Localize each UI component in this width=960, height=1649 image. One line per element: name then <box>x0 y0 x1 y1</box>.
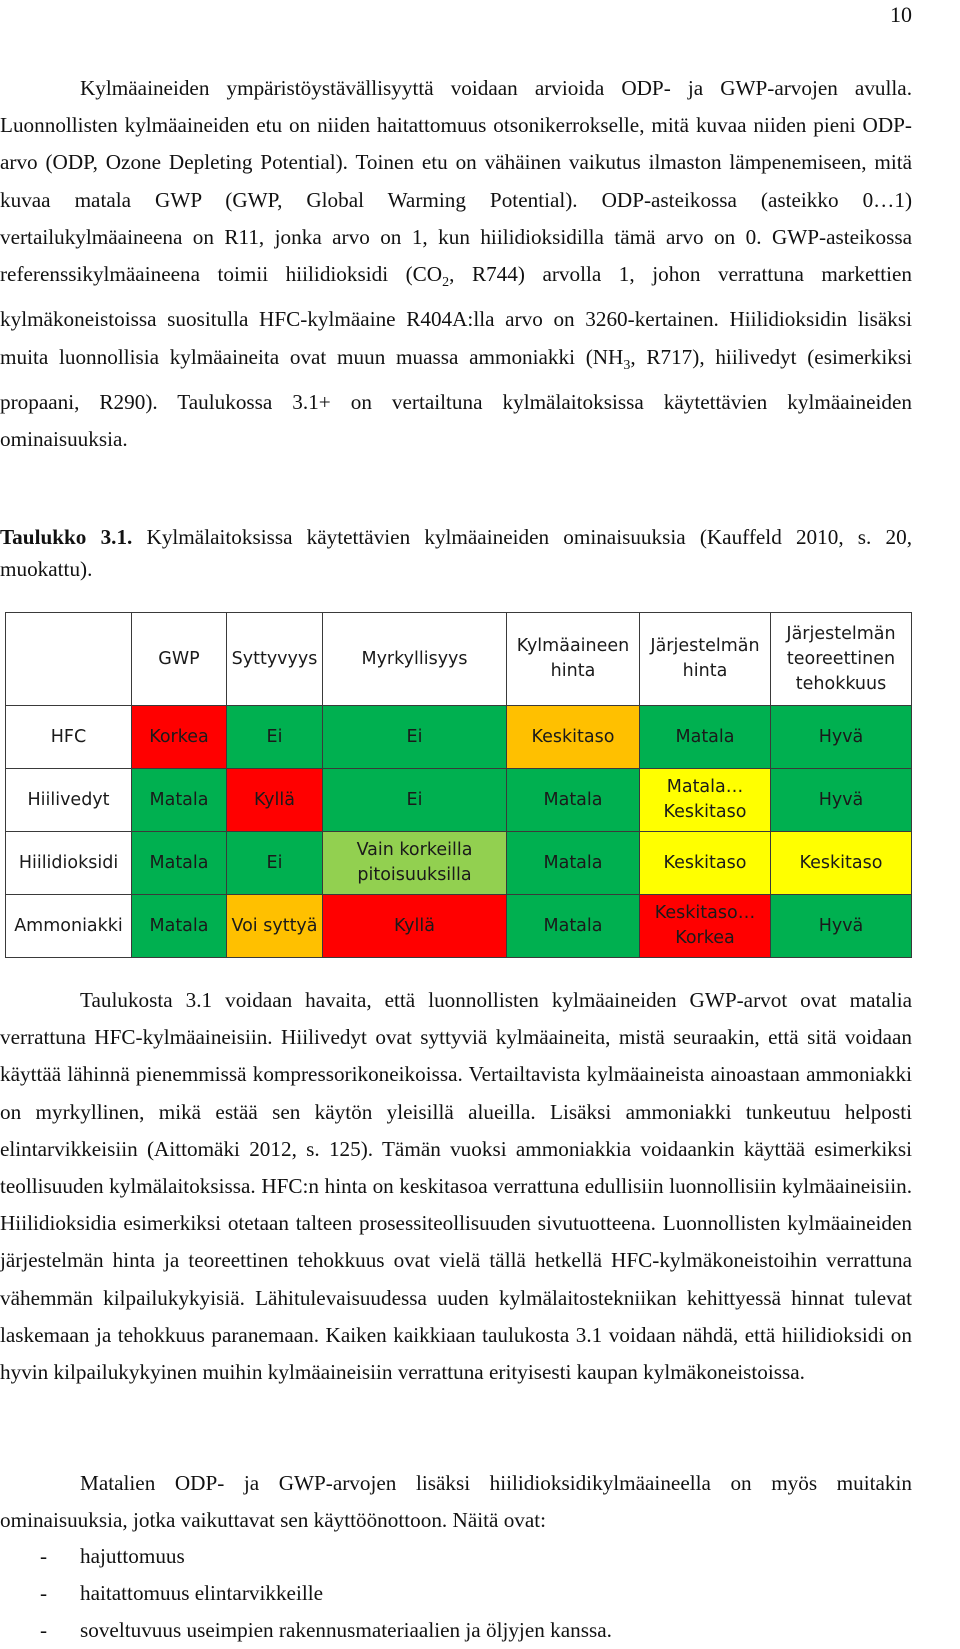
header-empty <box>6 613 132 706</box>
header-system-price: Järjestelmän hinta <box>640 613 771 706</box>
table-cell: Korkea <box>132 706 227 769</box>
list-dash: - <box>40 1581 48 1605</box>
table-caption <box>0 521 912 585</box>
header-refrigerant-price: Kylmäaineen hinta <box>507 613 640 706</box>
table-cell: Matala <box>640 706 771 769</box>
caption-text: Kylmälaitoksissa käytettävien kylmäaineiden ominaisuuksia (Kauffeld 2010, s. 20, muokattu). <box>0 525 912 581</box>
table-cell: Hyvä <box>771 895 912 958</box>
table-cell: Ei <box>323 706 507 769</box>
table-row <box>6 832 912 895</box>
table-cell: Kyllä <box>227 769 323 832</box>
table-cell: Keskitaso <box>507 706 640 769</box>
list-item: - soveltuvuus useimpien rakennusmateriaalien ja öljyjen kanssa. <box>0 1612 912 1649</box>
refrigerant-comparison-table <box>5 612 912 958</box>
list-dash: - <box>40 1544 48 1568</box>
table-cell: Matala <box>507 895 640 958</box>
row-label: Ammoniakki <box>6 895 132 958</box>
body-paragraph-2: Matalien ODP- ja GWP-arvojen lisäksi hiilidioksidikylmäaineella on myös muitakin ominaisuuksia, jotka vaikuttavat sen käyttöönottoon. Näitä ovat: <box>0 1471 912 1533</box>
table-cell: Matala <box>132 895 227 958</box>
page-number: 10 <box>890 2 912 27</box>
row-label: Hiilidioksidi <box>6 832 132 895</box>
row-label: HFC <box>6 706 132 769</box>
table-row <box>6 769 912 832</box>
table-cell: Matala <box>507 832 640 895</box>
row-label: Hiilivedyt <box>6 769 132 832</box>
co2-subscript: 2 <box>442 275 450 291</box>
header-gwp: GWP <box>132 613 227 706</box>
table-row <box>6 706 912 769</box>
header-system-efficiency: Järjestelmän teoreettinen tehokkuus <box>771 613 912 706</box>
table-cell: Keskitaso <box>640 832 771 895</box>
table-header-row <box>6 613 912 706</box>
intro-paragraph: Kylmäaineiden ympäristöystävällisyyttä voidaan arvioida ODP- ja GWP-arvojen avulla. Luonnollisten kylmäaineiden etu on niiden haitattomuus otsonikerrokselle, mitä kuvaa niiden pieni ODP-arvo (ODP, Ozone Depleting Potential). Toinen etu on vähäinen vaikutus ilmaston lämpenemiseen, mitä kuvaa matala GWP (GWP, Global Warming Potential). ODP-asteikossa (asteikko 0…1) vertailukylmäaineena on R11, jonka arvo on 1, kun hiilidioksidilla tämä arvo on 0. GWP-asteikossa referenssikylmäaineena toimii hiilidioksidi ($CO_2$, R744) arvolla 1, johon verrattuna markettien kylmäkoneistoissa suositulla HFC-kylmäaine R404A:lla arvo on 3260-kertainen. Hiilidioksidin lisäksi muita luonnollisia kylmäaineita ovat muun muassa ammoniakki ($NH_3$, R717), hiilivedyt (esimerkiksi propaani, R290). Taulukossa 3.1+ on vertailtuna kylmälaitoksissa käytettävien kylmäaineiden ominaisuuksia. <box>0 76 913 452</box>
list-item: - hajuttomuus <box>0 1538 912 1575</box>
table-cell: Hyvä <box>771 769 912 832</box>
property-list <box>0 1538 912 1649</box>
table-cell: Ei <box>323 769 507 832</box>
body-paragraph-1: Taulukosta 3.1 voidaan havaita, että luonnollisten kylmäaineiden GWP-arvot ovat matalia verrattuna HFC-kylmäaineisiin. Hiilivedyt ovat syttyviä kylmäaineita, mistä seuraakin, että sitä voidaan käyttää lähinnä pienemmissä kompressorikoneikoissa. Vertailtavista kylmäaineista ainoastaan ammoniakki on myrkyllinen, mikä estää sen käytön yleisillä alueilla. Lisäksi ammoniakki tunkeutuu helposti elintarvikkeisiin (Aittomäki 2012, s. 125). Tämän vuoksi ammoniakkia voidaankin käyttää esimerkiksi teollisuuden kylmälaitoksissa. HFC:n hinta on keskitasoa verrattuna edullisiin luonnollisiin kylmäaineisiin. Hiilidioksidia esimerkiksi otetaan talteen prosessiteollisuuden sivutuotteena. Luonnollisten kylmäaineiden järjestelmän hinta ja teoreettinen tehokkuus ovat vielä tällä hetkellä HFC-kylmäkoneistoihin verrattuna vähemmän kilpailukykyisiä. Lähitulevaisuudessa uuden kylmälaitostekniikan kehittyessä hinnat tulevat laskemaan ja tehokkuus paranemaan. Kaiken kaikkiaan taulukosta 3.1 voidaan nähdä, että hiilidioksidi on hyvin kilpailukykyinen muihin kylmäaineisiin verrattuna erityisesti kaupan kylmäkoneistoissa. <box>0 988 912 1385</box>
table-cell: Matala <box>507 769 640 832</box>
table-cell: Ei <box>227 706 323 769</box>
header-flammability: Syttyvyys <box>227 613 323 706</box>
nh3-subscript: 3 <box>623 357 631 373</box>
table-cell: Hyvä <box>771 706 912 769</box>
table-cell: Keskitaso <box>771 832 912 895</box>
list-item: - haitattomuus elintarvikkeille <box>0 1575 912 1612</box>
header-toxicity: Myrkyllisyys <box>323 613 507 706</box>
table-cell: Voi syttyä <box>227 895 323 958</box>
list-dash: - <box>40 1618 48 1642</box>
table-row <box>6 895 912 958</box>
table-cell: Keskitaso… Korkea <box>640 895 771 958</box>
table-cell: Ei <box>227 832 323 895</box>
table-cell: Kyllä <box>323 895 507 958</box>
table-cell: Matala <box>132 832 227 895</box>
table-cell: Vain korkeilla pitoisuuksilla <box>323 832 507 895</box>
caption-label: Taulukko 3.1. <box>0 525 133 549</box>
table-cell: Matala… Keskitaso <box>640 769 771 832</box>
table-cell: Matala <box>132 769 227 832</box>
